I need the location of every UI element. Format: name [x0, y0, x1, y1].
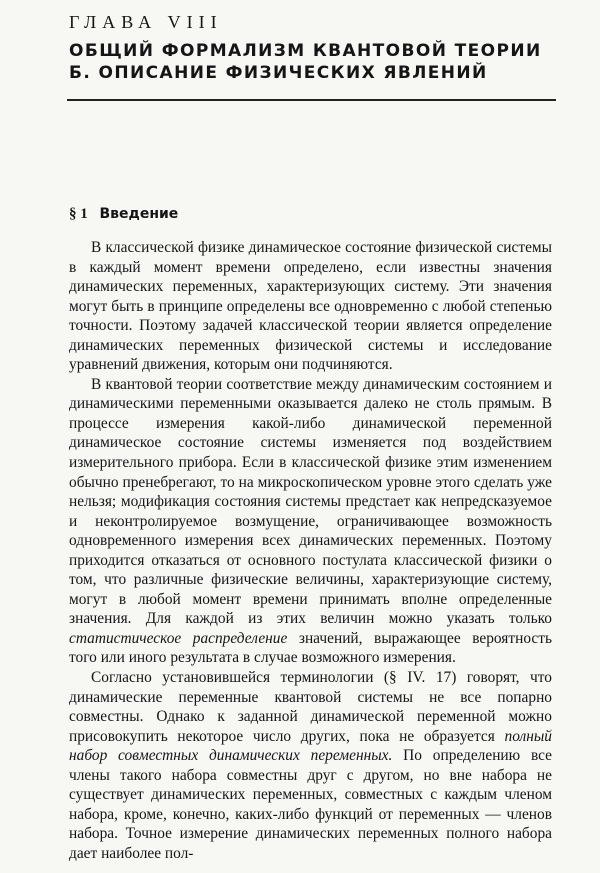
header-rule: [67, 99, 556, 101]
chapter-number: ГЛАВА VIII: [69, 12, 223, 32]
paragraph-3: [69, 668, 552, 863]
paragraph-3-text-end: По определению все члены такого набора совместны друг с другом, но вне набора не существует динамических переменных, совместных с каждым членом набора, кроме, конечно, каких-либо функций от переменных — членов набора. Точное измерение динамических переменных полного набора дает наиболее пол-: [69, 747, 552, 862]
paragraph-2-text-end: значений, выражающее вероятность того или иного результата в случае возможного измерения.: [69, 629, 552, 667]
paragraph-2-text: В квантовой теории соответствие между динамическим состоянием и динамическими переменными оказывается далеко не столь прямым. В процессе измерения какой-либо динамической переменной динамическое состояние системы изменяется под воздействием измерительного прибора. Если в классической физике этим изменением обычно пренебрегают, то на микроскопическом уровне этого сделать уже нельзя; модификация состояния системы предстает как непредсказуемое и неконтролируемое возмущение, ограничивающее возможность одновременного измерения всех динамических переменных. Поэтому приходится отказаться от основного постулата классической физики о том, что различные физические величины, характеризующие систему, могут в любой момент времени принимать вполне определенные значения. Для каждой из этих величин можно указать только: [69, 375, 552, 628]
paragraph-2-emphasis: статистическое распределение: [69, 629, 288, 647]
section-title: Введение: [99, 206, 179, 222]
body-text: [69, 238, 552, 864]
chapter-title-line-2: Б. ОПИСАНИЕ ФИЗИЧЕСКИХ ЯВЛЕНИЙ: [69, 63, 488, 83]
paragraph-3-emphasis: полный набор совместных динамических переменных.: [69, 727, 552, 765]
section-heading: [69, 206, 178, 223]
paragraph-2: [69, 375, 552, 668]
section-number: § 1: [69, 206, 88, 222]
paragraph-3-text: Согласно установившейся терминологии (§ IV. 17) говорят, что динамические переменные квантовой системы не все попарно совместны. Однако к заданной динамической переменной можно присовокупить некоторое число других, пока не образуется: [69, 669, 552, 745]
paragraph-1: В классической физике динамическое состояние физической системы в каждый момент времени определено, если известны значения динамических переменных, характеризующих систему. Эти значения могут быть в принципе определены все одновременно с любой степенью точности. Поэтому задачей классической теории является определение динамических переменных физической системы и исследование уравнений движения, которым они подчиняются.: [69, 239, 552, 374]
chapter-title-line-1: ОБЩИЙ ФОРМАЛИЗМ КВАНТОВОЙ ТЕОРИИ: [69, 41, 542, 61]
